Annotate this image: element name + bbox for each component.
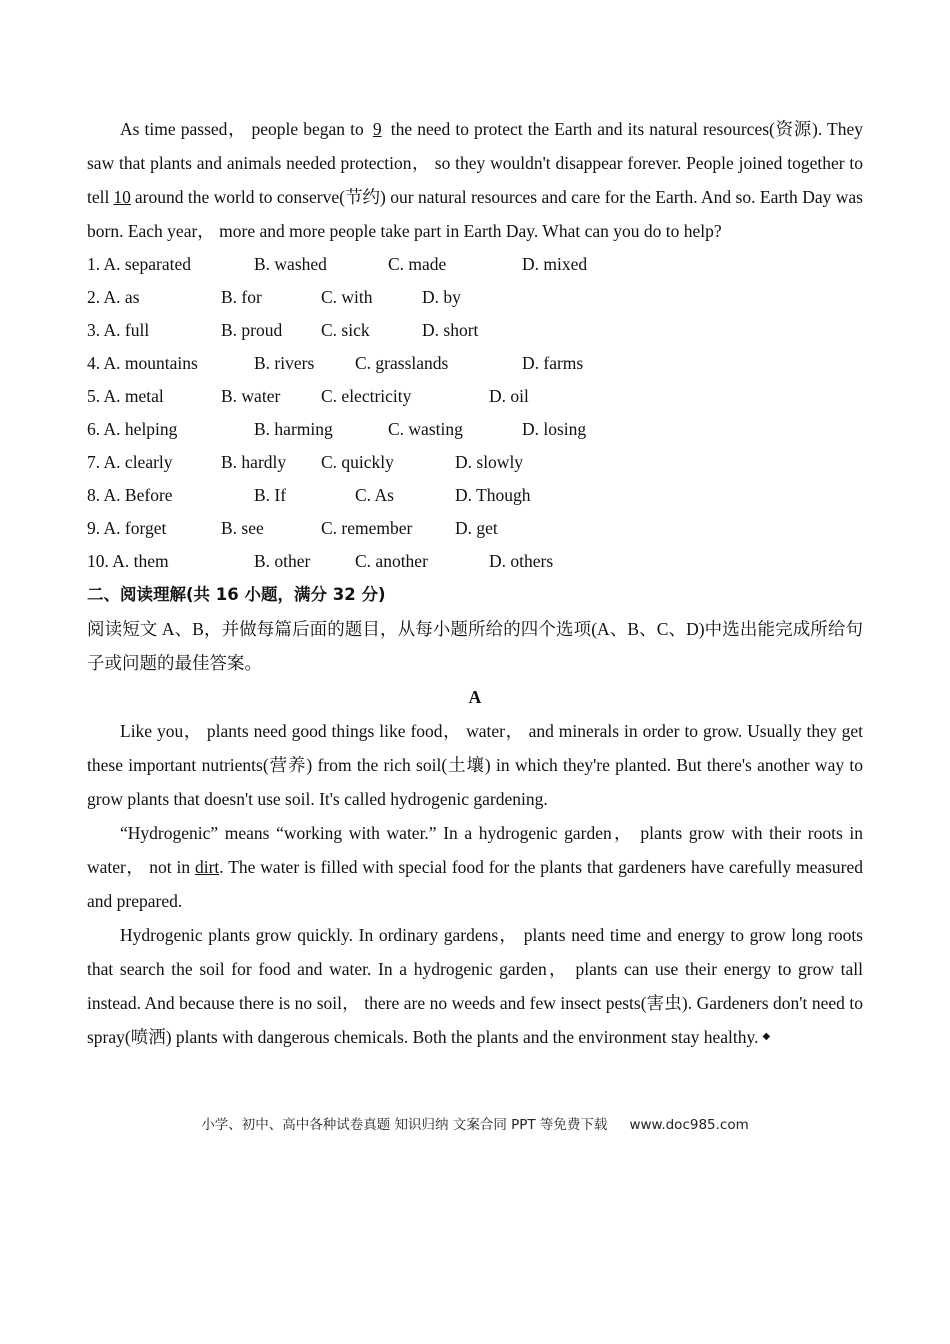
- option-d: D. short: [422, 320, 479, 340]
- question-row: [87, 446, 863, 479]
- option-d: D. oil: [489, 386, 529, 406]
- option-a: 1. A. separated: [87, 254, 191, 274]
- diamond-icon: ◆: [762, 1031, 771, 1042]
- option-a: 7. A. clearly: [87, 452, 173, 472]
- option-d: D. by: [422, 287, 461, 307]
- option-d: D. losing: [522, 419, 587, 439]
- text-run: As time passed， people began to: [120, 119, 369, 139]
- question-row: [87, 413, 863, 446]
- underlined-word-dirt: dirt: [194, 857, 220, 877]
- blank-9: 9: [372, 119, 382, 139]
- option-b: B. see: [221, 518, 264, 538]
- question-row: [87, 347, 863, 380]
- footer-text: 小学、初中、高中各种试卷真题 知识归纳 文案合同 PPT 等免费下载: [201, 1117, 608, 1133]
- option-b: B. If: [254, 485, 287, 505]
- text-run: . The water is filled with special food for the plants that gardeners have carefully measured and prepared.: [87, 857, 864, 911]
- option-a: 10. A. them: [87, 551, 169, 571]
- footer-url[interactable]: www.doc985.com: [629, 1117, 749, 1133]
- option-a: 5. A. metal: [87, 386, 164, 406]
- option-c: C. quickly: [321, 452, 394, 472]
- text-run: around the world to conserve(节约) our natural resources and care for the Earth. And so. Earth Day was born. Each year， more and more people take part in Earth Day. What can you do to help?: [87, 187, 863, 241]
- question-row: [87, 479, 863, 512]
- option-c: C. wasting: [388, 419, 463, 439]
- option-a: 2. A. as: [87, 287, 140, 307]
- option-c: C. remember: [321, 518, 413, 538]
- text-run: the need to protect the Earth and its natural resources(资源). They saw that plants and animals needed protection， so they wouldn't disappear forever. People joined together to tell: [87, 119, 863, 207]
- option-d: D. slowly: [455, 452, 524, 472]
- option-c: C. made: [388, 254, 447, 274]
- question-row: [87, 248, 863, 281]
- question-row: [87, 281, 863, 314]
- option-c: C. As: [355, 485, 394, 505]
- passage-a-paragraph-3: [87, 918, 863, 1054]
- option-c: C. with: [321, 287, 373, 307]
- option-b: B. washed: [254, 254, 327, 274]
- option-c: C. electricity: [321, 386, 412, 406]
- option-b: B. for: [221, 287, 262, 307]
- option-a: 9. A. forget: [87, 518, 167, 538]
- question-row: [87, 512, 863, 545]
- question-row: [87, 380, 863, 413]
- footer: [0, 1113, 950, 1133]
- option-b: B. other: [254, 551, 311, 571]
- section-title: 二、阅读理解(共 16 小题，满分 32 分): [87, 585, 386, 604]
- option-a: 8. A. Before: [87, 485, 173, 505]
- option-d: D. others: [489, 551, 554, 571]
- option-d: D. Though: [455, 485, 531, 505]
- passage-label: A: [468, 687, 482, 707]
- option-b: B. rivers: [254, 353, 315, 373]
- question-row: [87, 314, 863, 347]
- text-run: “Hydrogenic” means “working with water.” In a hydrogenic garden， plants grow with their roots in water， not in: [87, 823, 863, 877]
- options-list: [87, 248, 863, 578]
- option-a: 6. A. helping: [87, 419, 178, 439]
- option-b: B. harming: [254, 419, 333, 439]
- question-row: [87, 545, 863, 578]
- option-b: B. proud: [221, 320, 283, 340]
- option-d: D. get: [455, 518, 498, 538]
- blank-10: 10: [113, 187, 131, 207]
- passage-paragraph-earth-day: [87, 112, 863, 248]
- option-a: 3. A. full: [87, 320, 150, 340]
- option-d: D. mixed: [522, 254, 588, 274]
- text-run: Hydrogenic plants grow quickly. In ordinary gardens， plants need time and energy to grow long roots that search the soil for food and water. In a hydrogenic garden， plants can use their energy to grow tall instead. And because there is no soil， there are no weeds and few insect pests(害虫). Gardeners don't need to spray(喷洒) plants with dangerous chemicals. Both the plants and the environment stay healthy.: [87, 925, 863, 1047]
- option-a: 4. A. mountains: [87, 353, 198, 373]
- option-c: C. sick: [321, 320, 370, 340]
- option-c: C. another: [355, 551, 428, 571]
- passage-a-paragraph-2: [87, 816, 863, 918]
- option-c: C. grasslands: [355, 353, 449, 373]
- option-d: D. farms: [522, 353, 584, 373]
- section-instruction: 阅读短文 A、B，并做每篇后面的题目，从每小题所给的四个选项(A、B、C、D)中选出能完成所给句子或问题的最佳答案。: [87, 619, 863, 673]
- option-b: B. water: [221, 386, 281, 406]
- document-page: [87, 112, 863, 1054]
- passage-a-paragraph-1: Like you， plants need good things like food， water， and minerals in order to grow. Usually they get these important nutrients(营养) from the rich soil(土壤) in which they're planted. But there's another way to grow plants that doesn't use soil. It's called hydrogenic gardening.: [87, 721, 863, 809]
- option-b: B. hardly: [221, 452, 287, 472]
